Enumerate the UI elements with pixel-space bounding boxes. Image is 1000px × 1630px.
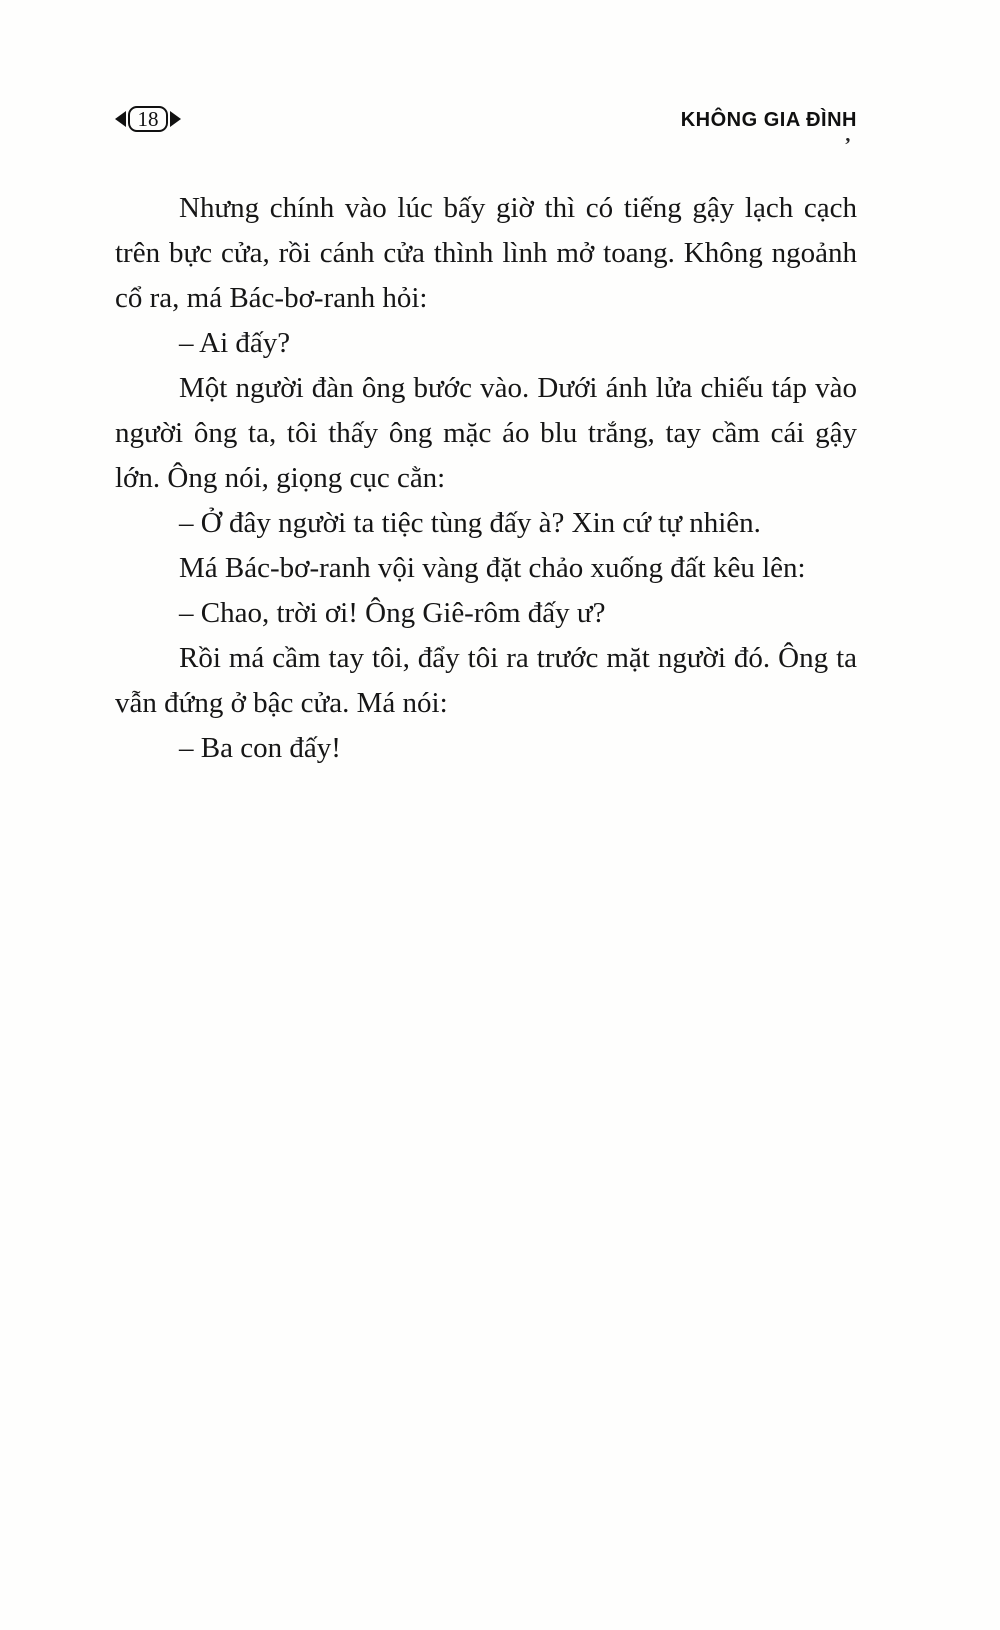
running-head-title: KHÔNG GIA ĐÌNH	[680, 109, 857, 131]
ink-mark: ’	[844, 134, 851, 156]
dialogue-line: – Ở đây người ta tiệc tùng đấy à? Xin cứ tự nhiên.	[179, 507, 761, 539]
paragraph: Má Bác-bơ-ranh vội vàng đặt chảo xuống đất kêu lên:	[179, 552, 806, 584]
paragraph: Rồi má cầm tay tôi, đẩy tôi ra trước mặt người đó. Ông ta vẫn đứng ở bậc cửa. Má nói:	[115, 642, 857, 719]
dialogue-line: – Ai đấy?	[179, 327, 291, 359]
page-number: 18	[128, 106, 168, 132]
page-number-marker	[115, 106, 181, 132]
dialogue-line: – Ba con đấy!	[179, 732, 341, 764]
paragraph: Một người đàn ông bước vào. Dưới ánh lửa chiếu táp vào người ông ta, tôi thấy ông mặc áo blu trắng, tay cầm cái gậy lớn. Ông nói, giọng cục cằn:	[115, 372, 857, 494]
left-arrow-icon	[115, 111, 126, 127]
paragraph: Nhưng chính vào lúc bấy giờ thì có tiếng gậy lạch cạch trên bực cửa, rồi cánh cửa thình lình mở toang. Không ngoảnh cổ ra, má Bác-bơ-ranh hỏi:	[115, 192, 857, 314]
right-arrow-icon	[170, 111, 181, 127]
page-body	[115, 186, 857, 771]
dialogue-line: – Chao, trời ơi! Ông Giê-rôm đấy ư?	[179, 597, 606, 629]
page-header	[115, 104, 857, 156]
